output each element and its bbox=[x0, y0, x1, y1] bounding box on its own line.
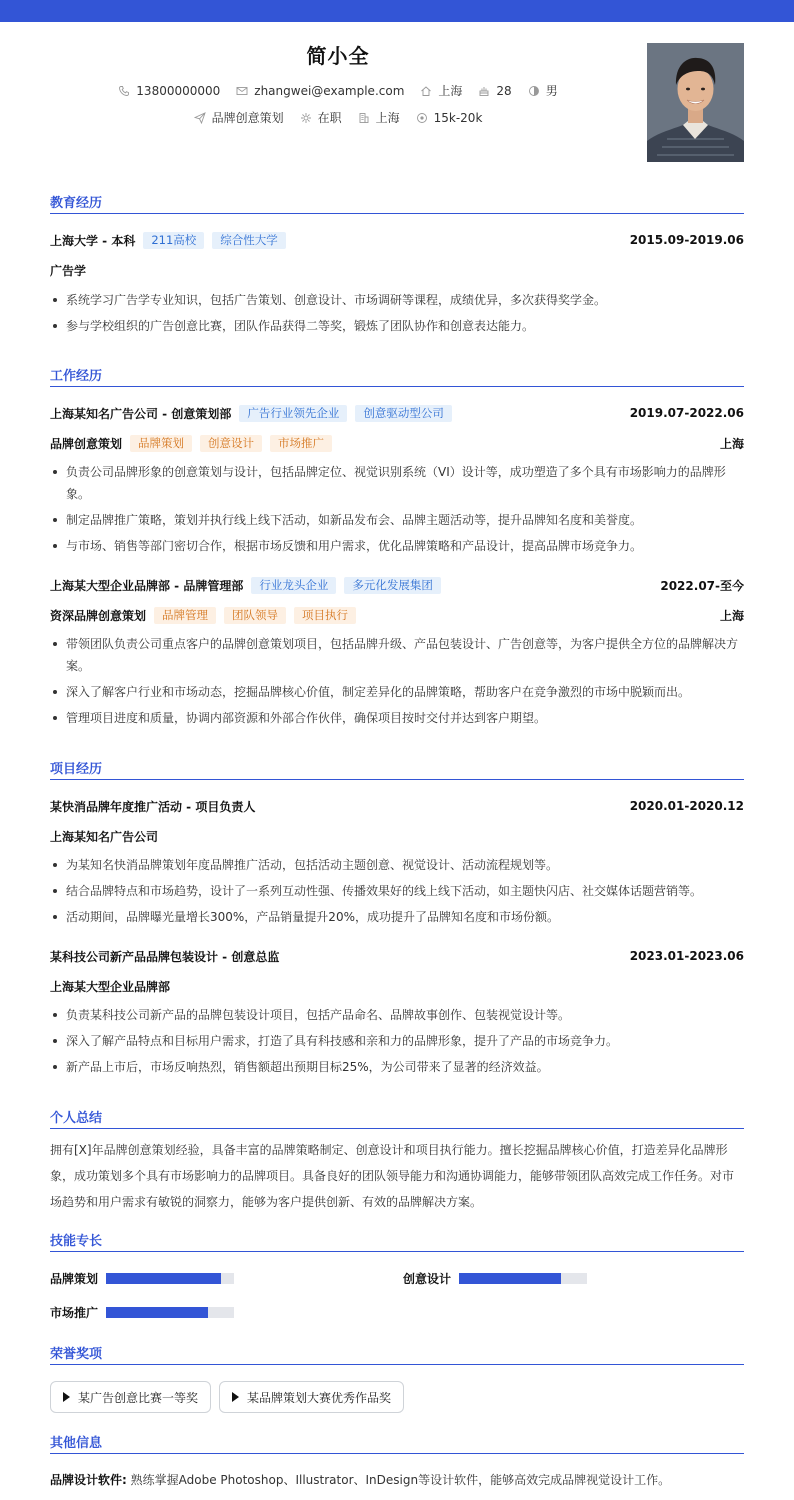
list-item: 为某知名快消品牌策划年度品牌推广活动，包括活动主题创意、视觉设计、活动流程规划等。 bbox=[50, 854, 744, 876]
list-item: 管理项目进度和质量，协调内部资源和外部合作伙伴，确保项目按时交付并达到客户期望。 bbox=[50, 707, 744, 729]
project-org: 上海某知名广告公司 bbox=[50, 829, 159, 844]
avatar-photo bbox=[647, 43, 744, 162]
list-item: 参与学校组织的广告创意比赛，团队作品获得二等奖，锻炼了团队协作和创意表达能力。 bbox=[50, 315, 744, 337]
work-role-row bbox=[50, 434, 744, 452]
list-item: 结合品牌特点和市场趋势，设计了一系列互动性强、传播效果好的线上线下活动，如主题快闪店、社交媒体话题营销等。 bbox=[50, 880, 744, 902]
company-tag: 行业龙头企业 bbox=[251, 577, 336, 594]
company-tag: 多元化发展集团 bbox=[344, 577, 441, 594]
major-row bbox=[50, 261, 744, 279]
skill-bar bbox=[459, 1273, 587, 1284]
age-icon bbox=[478, 85, 490, 97]
list-item: 深入了解客户行业和市场动态，挖掘品牌核心价值，制定差异化的品牌策略，帮助客户在竞争激烈的市场中脱颖而出。 bbox=[50, 681, 744, 703]
candidate-name: 简小全 bbox=[306, 44, 370, 68]
project-name: 某快消品牌年度推广活动 - 项目负责人 bbox=[50, 799, 256, 814]
status-text: 在职 bbox=[317, 111, 342, 125]
skill-bar-fill bbox=[106, 1273, 221, 1284]
other-title: 其他信息 bbox=[50, 1432, 744, 1454]
skills-section bbox=[50, 1230, 744, 1330]
skill-item bbox=[50, 1303, 234, 1321]
list-item: 带领团队负责公司重点客户的品牌创意策划项目，包括品牌升级、产品包装设计、广告创意等，为客户提供全方位的品牌解决方案。 bbox=[50, 633, 744, 677]
major-name: 广告学 bbox=[50, 263, 87, 278]
age-text: 28 bbox=[496, 83, 512, 98]
list-item: 新产品上市后，市场反响热烈，销售额超出预期目标25%，为公司带来了显著的经济效益。 bbox=[50, 1056, 744, 1078]
project-period: 2023.01-2023.06 bbox=[629, 949, 744, 963]
project-bullets bbox=[50, 854, 744, 932]
award-card bbox=[219, 1381, 404, 1413]
education-period: 2015.09-2019.06 bbox=[629, 233, 744, 247]
list-item: 负责某科技公司新产品的品牌包装设计项目，包括产品命名、品牌故事创作、包装视觉设计等。 bbox=[50, 1004, 744, 1026]
skill-name: 创意设计 bbox=[403, 1271, 452, 1286]
list-item: 负责公司品牌形象的创意策划与设计，包括品牌定位、视觉识别系统（VI）设计等，成功塑造了多个具有市场影响力的品牌形象。 bbox=[50, 461, 744, 505]
project-org: 上海某大型企业品牌部 bbox=[50, 979, 171, 994]
list-item: 制定品牌推广策略，策划并执行线上线下活动，如新品发布会、品牌主题活动等，提升品牌知名度和美誉度。 bbox=[50, 509, 744, 531]
salary-text: 15k-20k bbox=[433, 110, 483, 125]
list-item: 活动期间，品牌曝光量增长300%，产品销量提升20%，成功提升了品牌知名度和市场份额。 bbox=[50, 906, 744, 928]
work-title: 工作经历 bbox=[50, 365, 744, 387]
gender-item bbox=[528, 82, 558, 99]
top-accent-bar bbox=[0, 0, 794, 22]
list-item: 深入了解产品特点和目标用户需求，打造了具有科技感和亲和力的品牌形象，提升了产品的市场竞争力。 bbox=[50, 1030, 744, 1052]
project-name: 某科技公司新产品品牌包装设计 - 创意总监 bbox=[50, 949, 280, 964]
role-name: 品牌创意策划 bbox=[50, 436, 123, 451]
work-location: 上海 bbox=[719, 608, 744, 623]
work-location: 上海 bbox=[719, 436, 744, 451]
city-item bbox=[420, 82, 462, 99]
project-title: 项目经历 bbox=[50, 758, 744, 780]
phone-icon bbox=[118, 85, 130, 97]
role-tag: 创意设计 bbox=[200, 435, 262, 452]
work-bullets bbox=[50, 633, 744, 733]
summary-section bbox=[50, 1107, 744, 1217]
education-header-row bbox=[50, 231, 744, 249]
target-job-text: 品牌创意策划 bbox=[211, 111, 284, 125]
work-role-row bbox=[50, 606, 744, 624]
salary-item bbox=[416, 111, 483, 125]
email-item bbox=[236, 84, 404, 98]
school-tag: 综合性大学 bbox=[212, 232, 286, 249]
project-section bbox=[50, 758, 744, 1088]
work-period: 2022.07-至今 bbox=[660, 578, 744, 593]
target-job-item bbox=[194, 109, 284, 126]
work-company-row bbox=[50, 404, 744, 422]
list-item: 与市场、销售等部门密切合作，根据市场反馈和用户需求，优化品牌策略和产品设计，提高品牌市场竞争力。 bbox=[50, 535, 744, 557]
skills-title: 技能专长 bbox=[50, 1230, 744, 1252]
awards-list bbox=[50, 1381, 744, 1413]
education-section bbox=[50, 192, 744, 342]
education-bullets bbox=[50, 289, 744, 341]
role-tag: 品牌管理 bbox=[154, 607, 216, 624]
city-text: 上海 bbox=[438, 84, 463, 98]
award-name: 某广告创意比赛一等奖 bbox=[78, 1390, 199, 1405]
company-tag: 创意驱动型公司 bbox=[355, 405, 452, 422]
project-org-row bbox=[50, 827, 744, 845]
skill-bar-fill bbox=[459, 1273, 561, 1284]
work-section bbox=[50, 365, 744, 745]
list-item: 系统学习广告学专业知识，包括广告策划、创意设计、市场调研等课程，成绩优异，多次获得奖学金。 bbox=[50, 289, 744, 311]
summary-title: 个人总结 bbox=[50, 1107, 744, 1129]
school-name: 上海大学 - 本科 bbox=[50, 233, 136, 248]
phone-item bbox=[118, 84, 220, 98]
company-name: 上海某大型企业品牌部 - 品牌管理部 bbox=[50, 578, 244, 593]
contact-row bbox=[50, 82, 626, 99]
school-tag: 211高校 bbox=[143, 232, 204, 249]
role-tag: 团队领导 bbox=[224, 607, 286, 624]
education-title: 教育经历 bbox=[50, 192, 744, 214]
home-icon bbox=[420, 85, 432, 97]
project-header-row bbox=[50, 797, 744, 815]
status-item bbox=[300, 109, 342, 126]
award-card bbox=[50, 1381, 211, 1413]
status-icon bbox=[300, 112, 312, 124]
project-bullets bbox=[50, 1004, 744, 1082]
phone-text: 13800000000 bbox=[136, 83, 221, 98]
play-icon bbox=[63, 1392, 70, 1402]
summary-text: 拥有[X]年品牌创意策划经验，具备丰富的品牌策略制定、创意设计和项目执行能力。擅长挖掘品牌核心价值，打造差异化品牌形象，成功策划多个具有市场影响力的品牌项目。具备良好的团队领导能力和沟通协调能力，能够带领团队高效完成工作任务。对市场趋势和用户需求有敏锐的洞察力，能够为客户提供创新、有效的品牌解决方案。 bbox=[50, 1143, 735, 1209]
project-header-row bbox=[50, 947, 744, 965]
project-org-row bbox=[50, 977, 744, 995]
play-icon bbox=[232, 1392, 239, 1402]
work-company-row bbox=[50, 576, 744, 594]
other-info-label: 品牌设计软件: bbox=[50, 1473, 127, 1487]
send-icon bbox=[194, 112, 206, 124]
gender-icon bbox=[528, 85, 540, 97]
company-tag: 广告行业领先企业 bbox=[239, 405, 347, 422]
skill-item bbox=[403, 1269, 587, 1287]
gender-text: 男 bbox=[545, 84, 558, 98]
other-section bbox=[50, 1432, 744, 1492]
role-tag: 品牌策划 bbox=[130, 435, 192, 452]
salary-icon bbox=[416, 112, 428, 124]
target-city-text: 上海 bbox=[375, 111, 400, 125]
building-icon bbox=[358, 112, 370, 124]
other-info-line bbox=[50, 1470, 744, 1490]
awards-section bbox=[50, 1343, 744, 1423]
work-bullets bbox=[50, 461, 744, 561]
role-tag: 项目执行 bbox=[294, 607, 356, 624]
other-info-text: 熟练掌握Adobe Photoshop、Illustrator、InDesign等设计软件，能够高效完成品牌视觉设计工作。 bbox=[130, 1473, 671, 1487]
skill-item bbox=[50, 1269, 234, 1287]
company-name: 上海某知名广告公司 - 创意策划部 bbox=[50, 406, 232, 421]
work-period: 2019.07-2022.06 bbox=[629, 406, 744, 420]
award-name: 某品牌策划大赛优秀作品奖 bbox=[247, 1390, 392, 1405]
skill-bar bbox=[106, 1307, 234, 1318]
skill-bar bbox=[106, 1273, 234, 1284]
email-text: zhangwei@example.com bbox=[254, 83, 405, 98]
resume-header bbox=[50, 22, 744, 172]
skill-bar-fill bbox=[106, 1307, 208, 1318]
job-intent-row bbox=[50, 109, 626, 126]
awards-title: 荣誉奖项 bbox=[50, 1343, 744, 1365]
role-tag: 市场推广 bbox=[270, 435, 332, 452]
skill-name: 品牌策划 bbox=[50, 1271, 99, 1286]
age-item bbox=[478, 84, 511, 98]
project-period: 2020.01-2020.12 bbox=[629, 799, 744, 813]
target-city-item bbox=[358, 109, 400, 126]
mail-icon bbox=[236, 85, 248, 97]
skill-name: 市场推广 bbox=[50, 1305, 99, 1320]
role-name: 资深品牌创意策划 bbox=[50, 608, 147, 623]
